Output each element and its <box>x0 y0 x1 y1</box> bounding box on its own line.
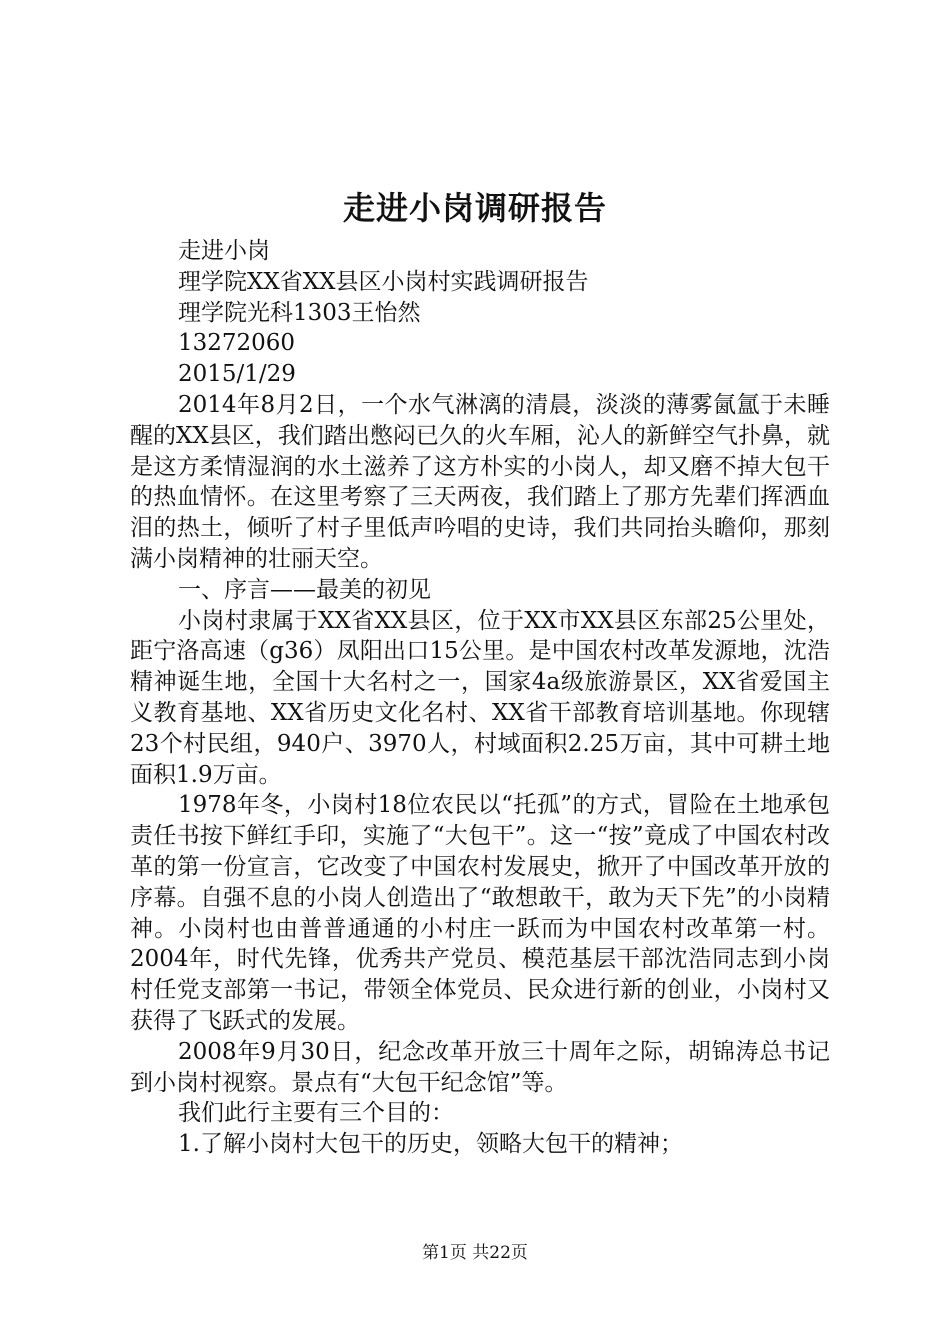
paragraph-2: 小岗村隶属于XX省XX县区，位于XX市XX县区东部25公里处，距宁洛高速（g36）凤阳出口15公里。是中国农村改革发源地，沈浩精神诞生地，全国十大名村之一，国家4a级旅游景区，XX省爱国主义教育基地、XX省历史文化名村、XX省干部教育培训基地。你现辖23个村民组，940户、3970人，村域面积2.25万亩，其中可耕土地面积1.9万亩。 <box>130 607 830 788</box>
header-line-5: 2015/1/29 <box>178 361 296 388</box>
list-item-1: 1.了解小岗村大包干的历史，领略大包干的精神； <box>178 1131 683 1158</box>
paragraph-5: 我们此行主要有三个目的： <box>178 1100 454 1127</box>
document-body <box>130 236 830 1160</box>
paragraph-1: 2014年8月2日，一个水气淋漓的清晨，淡淡的薄雾氤氲于未睡醒的XX县区，我们踏出憋闷已久的火车厢，沁人的新鲜空气扑鼻，就是这方柔情湿润的水土滋养了这方朴实的小岗人，却又磨不掉大包干的热血情怀。在这里考察了三天两夜，我们踏上了那方先辈们挥洒血泪的热土，倾听了村子里低声吟唱的史诗，我们共同抬头瞻仰，那刻满小岗精神的壮丽天空。 <box>130 391 830 572</box>
document-title: 走进小岗调研报告 <box>342 189 607 227</box>
page-number-footer: 第1页 共22页 <box>422 1243 528 1263</box>
paragraph-3: 1978年冬，小岗村18位农民以“托孤”的方式，冒险在土地承包责任书按下鲜红手印，实施了“大包干”。这一“按”竟成了中国农村改革的第一份宣言，它改变了中国农村发展史，掀开了中国改革开放的序幕。自强不息的小岗人创造出了“敢想敢干，敢为天下先”的小岗精神。小岗村也由普普通通的小村庄一跃而为中国农村改革第一村。2004年，时代先锋，优秀共产党员、模范基层干部沈浩同志到小岗村任党支部第一书记，带领全体党员、民众进行新的创业，小岗村又获得了飞跃式的发展。 <box>130 792 830 1034</box>
header-line-4: 13272060 <box>178 330 296 357</box>
header-line-1: 走进小岗 <box>178 238 270 264</box>
header-line-2: 理学院XX省XX县区小岗村实践调研报告 <box>178 268 589 295</box>
section-heading: 一、序言——最美的初见 <box>178 576 431 603</box>
header-line-3: 理学院光科1303王怡然 <box>178 299 421 326</box>
paragraph-4: 2008年9月30日，纪念改革开放三十周年之际，胡锦涛总书记到小岗村视察。景点有“大包干纪念馆”等。 <box>130 1038 830 1096</box>
